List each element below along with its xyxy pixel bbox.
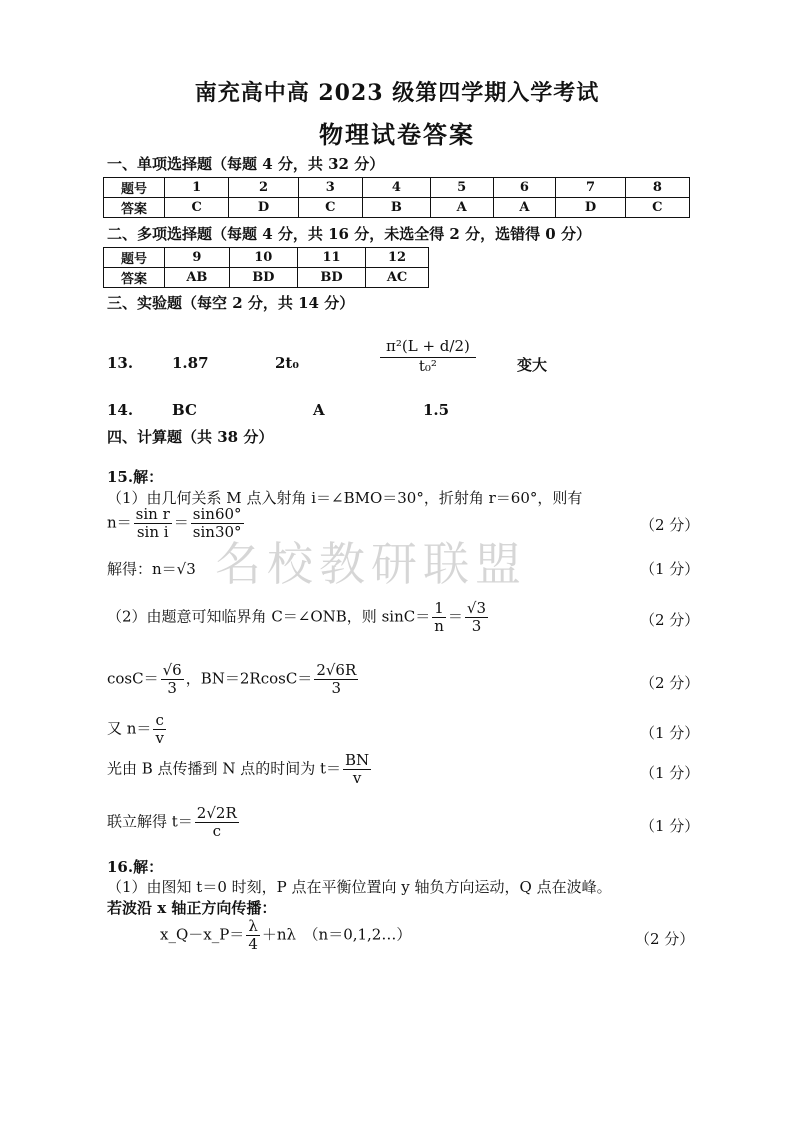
denominator: 3: [167, 679, 177, 697]
score-label: （1 分）: [640, 724, 700, 742]
numerator: sin60°: [192, 505, 242, 523]
text-run: ＋nλ （n＝0,1,2…）: [261, 925, 412, 944]
q15-line-7: [107, 752, 373, 787]
question-number: 12: [366, 248, 429, 268]
q15-line-1: （1）由几何关系 M 点入射角 i＝∠BMO＝30°，折射角 r＝60°，则有: [107, 489, 583, 507]
answer-cell: D: [229, 198, 298, 218]
numerator: BN: [345, 751, 370, 769]
q13-formula: [380, 336, 476, 375]
score-label: （1 分）: [640, 817, 700, 835]
denominator: v: [352, 769, 362, 787]
question-number: 2: [229, 178, 298, 198]
question-number: 3: [298, 178, 362, 198]
answer-cell: AB: [165, 268, 230, 288]
q13-answer-4: 变大: [517, 356, 548, 374]
q13-answer-1: 1.87: [172, 354, 209, 372]
formula-numerator: π²(L + d/2): [380, 336, 476, 358]
exam-subtitle: 物理试卷答案: [319, 120, 475, 149]
q15-heading: 15.解：: [107, 468, 164, 486]
score-label: （2 分）: [635, 930, 695, 948]
answer-cell: AC: [366, 268, 429, 288]
row-label: 题号: [104, 178, 165, 198]
score-label: （2 分）: [640, 516, 700, 534]
numerator: 2√2R: [196, 804, 237, 822]
fraction: [161, 662, 184, 697]
text-run: 光由 B 点传播到 N 点的时间为 t＝: [107, 759, 342, 778]
text-run: ，BN＝2RcosC＝: [185, 669, 313, 688]
section-multi-choice-heading: 二、多项选择题（每题 4 分，共 16 分，未选全得 2 分，选错得 0 分）: [107, 225, 591, 243]
single-choice-table: [103, 177, 690, 218]
denominator: sin i: [136, 523, 169, 541]
answer-cell: A: [430, 198, 493, 218]
q14-answer-2: A: [313, 401, 325, 419]
question-number: 6: [493, 178, 556, 198]
q14-number: 14.: [107, 401, 134, 419]
q16-line-1: （1）由图知 t＝0 时刻，P 点在平衡位置向 y 轴负方向运动，Q 点在波峰。: [107, 878, 612, 896]
q15-line-5: [107, 662, 360, 697]
question-number: 4: [362, 178, 430, 198]
table-row: [104, 268, 429, 288]
question-number: 1: [165, 178, 229, 198]
q15-line-4: （2）由题意可知临界角 C＝∠ONB，则 sinC＝ $\frac{1}{n}$ ＝ $\frac{√3}{3}$: [107, 599, 487, 635]
denominator: 3: [331, 679, 342, 697]
denominator: n: [434, 617, 444, 635]
multi-choice-table: [103, 247, 429, 288]
q15-line-2: n＝ $\frac{\text{sin r}}{\text{sin i}}$ ＝ $\frac{\sin 60^\circ}{\sin 30^\circ}$: [107, 505, 242, 541]
fraction: [195, 805, 239, 840]
table-row: [104, 198, 690, 218]
q13-answer-2: 2t₀: [275, 354, 299, 372]
numerator: λ: [248, 917, 258, 935]
question-number: 11: [297, 248, 365, 268]
answer-cell: A: [493, 198, 556, 218]
q15-line-8: [107, 805, 241, 840]
fraction: [465, 600, 488, 635]
q13-number: 13.: [107, 354, 134, 372]
text-run: 联立解得 t＝: [107, 812, 193, 831]
question-number: 5: [430, 178, 493, 198]
numerator: 2√6R: [316, 661, 357, 679]
q15-line-3: 解得：n＝√3: [107, 560, 196, 578]
table-row: [104, 178, 690, 198]
question-number: 7: [556, 178, 625, 198]
table-row: [104, 248, 429, 268]
watermark: 名校教研联盟: [215, 537, 527, 591]
section-calc-heading: 四、计算题（共 38 分）: [107, 428, 274, 446]
fraction: [246, 918, 260, 953]
section-experiment-heading: 三、实验题（每空 2 分，共 14 分）: [107, 294, 355, 312]
q14-answer-1: BC: [172, 401, 197, 419]
text-run: （2）由题意可知临界角 C＝∠ONB，则 sinC＝: [107, 607, 431, 626]
numerator: √3: [466, 599, 487, 617]
text-run: x_Q－x_P＝: [160, 925, 245, 944]
text-run: 又 n＝: [107, 719, 152, 738]
row-label: 答案: [104, 268, 165, 288]
fraction: [432, 600, 446, 635]
score-label: （1 分）: [640, 764, 700, 782]
answer-cell: B: [362, 198, 430, 218]
text-run: cosC＝: [107, 669, 159, 688]
numerator: sin r: [135, 505, 170, 523]
denominator: v: [155, 729, 164, 747]
numerator: 1: [434, 599, 444, 617]
fraction: [153, 712, 165, 747]
answer-cell: BD: [297, 268, 365, 288]
section-single-choice-heading: 一、单项选择题（每题 4 分，共 32 分）: [107, 155, 385, 173]
q13-answer-3: [378, 336, 478, 375]
q15-line-6: [107, 712, 168, 747]
formula-denominator: t₀²: [418, 357, 437, 375]
question-number: 10: [229, 248, 297, 268]
numerator: c: [155, 711, 164, 729]
numerator: √6: [162, 661, 182, 679]
denominator: 3: [471, 617, 482, 635]
answer-cell: BD: [229, 268, 297, 288]
denominator: c: [212, 822, 221, 840]
fraction: [343, 752, 371, 787]
equation-lhs: n＝: [107, 513, 132, 532]
score-label: （2 分）: [640, 674, 700, 692]
score-label: （2 分）: [640, 611, 700, 629]
denominator: sin30°: [192, 523, 242, 541]
answer-cell: C: [165, 198, 229, 218]
fraction: [134, 506, 172, 541]
q14-answer-3: 1.5: [423, 401, 450, 419]
question-number: 9: [165, 248, 230, 268]
fraction: [191, 506, 244, 541]
q16-line-3: [160, 918, 411, 953]
row-label: 题号: [104, 248, 165, 268]
q16-line-2: 若波沿 x 轴正方向传播：: [107, 899, 277, 917]
answer-cell: C: [625, 198, 689, 218]
answer-cell: D: [556, 198, 625, 218]
score-label: （1 分）: [640, 560, 700, 578]
exam-title: 南充高中高 2023 级第四学期入学考试: [194, 80, 600, 106]
fraction: [314, 662, 358, 697]
answer-cell: C: [298, 198, 362, 218]
row-label: 答案: [104, 198, 165, 218]
denominator: 4: [248, 935, 258, 953]
q16-heading: 16.解：: [107, 858, 164, 876]
question-number: 8: [625, 178, 689, 198]
